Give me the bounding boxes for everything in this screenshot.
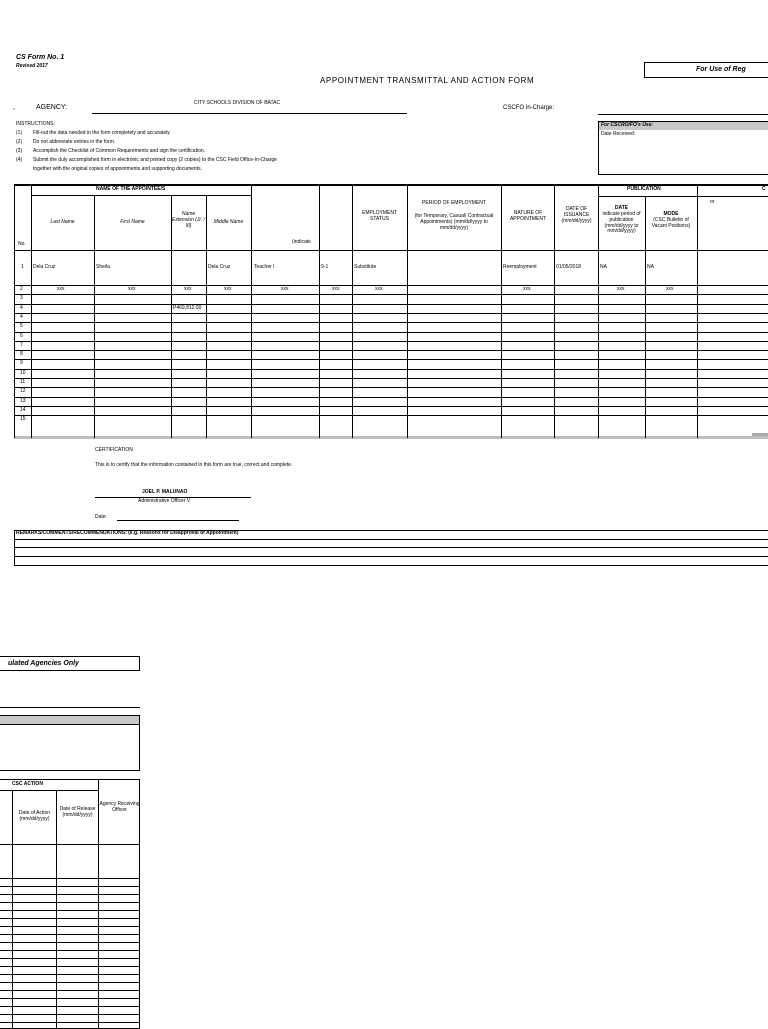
col-line-4 <box>206 195 207 438</box>
row-line <box>14 341 768 342</box>
row-number: 8 <box>20 351 23 358</box>
remarks-line-1 <box>14 539 768 540</box>
col-period-note: (for Temporary, Casual/ Contractual Appointments) (mm/dd/yyyy to mm/dd/yyyy) <box>414 213 494 231</box>
col-line-13 <box>697 184 698 438</box>
row-number: 9 <box>20 360 23 367</box>
pub-mode-title: MODE <box>663 211 679 217</box>
row-line <box>14 313 768 314</box>
cscro-date-received: Date Received: <box>601 131 636 137</box>
instruction-text-3: Accomplish the Checklist of Common Requirements and sign the certification. <box>33 148 206 154</box>
col-line-5 <box>251 184 252 438</box>
col-last-name: Last Name <box>50 219 75 225</box>
csc-action-line <box>0 790 98 791</box>
form-revised: Revised 2017 <box>16 63 48 69</box>
csc-row-line <box>0 878 140 879</box>
col-period-title: PERIOD OF EMPLOYMENT <box>422 200 486 206</box>
col-line-8 <box>407 184 408 438</box>
instruction-num-2: (2) <box>16 139 23 145</box>
csc-row-line <box>0 934 140 935</box>
signatory-name: JOEL P. MALUNAO <box>142 489 188 495</box>
row-number: 7 <box>20 341 23 348</box>
csc-header-bottom <box>0 844 140 845</box>
row-line <box>14 350 768 351</box>
col-date-of-action: Date of Action (mm/dd/yyyy) <box>18 810 51 822</box>
agency-underline <box>92 113 407 114</box>
col-position-note: (indicate <box>292 239 311 245</box>
csc-row-line <box>0 894 140 895</box>
xxx-nature: xxx <box>523 286 531 292</box>
xxx-grade: xxx <box>332 286 340 292</box>
col-nature: NATURE OF APPOINTMENT <box>509 210 547 222</box>
row-number: 13 <box>20 397 26 404</box>
instruction-num-1: (1) <box>16 130 23 136</box>
cscfo-label: CSCFO In-Charge: <box>503 105 555 111</box>
instruction-num-4: (4) <box>16 157 23 163</box>
csc-row-line <box>0 1022 140 1023</box>
row1-last-name: Dela Cruz <box>33 264 56 270</box>
col-line-12 <box>645 196 646 438</box>
remarks-line-2 <box>14 547 768 548</box>
csc-col-line-3 <box>98 779 99 1029</box>
table-edge-mark <box>752 433 768 436</box>
col-line-0 <box>14 184 15 438</box>
row-number: 12 <box>20 388 26 395</box>
remarks-line-3 <box>14 556 768 557</box>
pub-date-title: DATE <box>614 205 629 211</box>
row1-position: Teacher I <box>254 264 275 270</box>
row1-status: Substitute <box>354 264 377 270</box>
signatory-designation: Administrative Officer V <box>138 498 191 504</box>
row-number: 4 <box>20 313 23 320</box>
row1-pub-date: NA <box>600 264 607 270</box>
row-number: 10 <box>20 369 26 376</box>
row-number: 3 <box>20 295 23 302</box>
csc-row-line <box>0 1014 140 1015</box>
row-number: 14 <box>20 406 26 413</box>
remarks-label: REMARKS/COMMENTS/RECOMMENDATIONS: (e.g. Reasons for Disapproval of Appointment) <box>16 530 239 536</box>
xxx-last: xxx <box>57 286 65 292</box>
col-agency-receiving: Agency Receiving Officer <box>99 801 140 813</box>
csc-row-line <box>0 958 140 959</box>
csc-row-line <box>0 942 140 943</box>
xxx-ext: xxx <box>184 286 192 292</box>
row1-grade: 9-1 <box>321 264 329 270</box>
instruction-continuation: together with the original copies of appointments and supporting documents. <box>33 166 202 172</box>
col-first-name: First Name <box>120 219 145 225</box>
csc-row-line <box>0 982 140 983</box>
csc-action-header: CSC ACTION <box>12 781 43 787</box>
for-use-label: For Use of Reg <box>696 66 746 73</box>
table-bottom-shade <box>14 436 768 439</box>
row-line <box>14 406 768 407</box>
xxx-first: xxx <box>128 286 136 292</box>
row-number: 5 <box>20 323 23 330</box>
row1-first-name: Sheila <box>96 264 110 270</box>
publication-header: PUBLICATION <box>627 186 661 192</box>
instruction-num-3: (3) <box>16 148 23 154</box>
row1-middle-name: Dela Cruz <box>208 264 231 270</box>
csc-row-line <box>0 1006 140 1007</box>
csc-row-line <box>0 950 140 951</box>
col-c-header: C <box>762 186 766 192</box>
row-line <box>14 378 768 379</box>
instructions-heading: INSTRUCTIONS: <box>16 121 55 127</box>
csc-row-line <box>0 910 140 911</box>
xxx-pub-mode: xxx <box>666 286 674 292</box>
row-number: 6 <box>20 332 23 339</box>
col-middle-name: Middle Name <box>213 219 244 225</box>
pub-date-note: indicate period of publication (mm/dd/yyyy to mm/dd/yyyy) <box>602 211 641 235</box>
csc-row-line <box>0 926 140 927</box>
row-number: 2 <box>20 286 23 292</box>
row-line <box>14 387 768 388</box>
instruction-text-1: Fill-out the data needed in the form completely and accurately. <box>33 130 171 136</box>
csc-row-line <box>0 966 140 967</box>
col-line-7 <box>352 184 353 438</box>
regulated-label: ulated Agencies Only <box>8 660 79 667</box>
col-no: No. <box>18 241 26 247</box>
col-line-6 <box>319 184 320 438</box>
xxx-middle: xxx <box>224 286 232 292</box>
row1-issuance: 01/05/2018 <box>556 264 582 270</box>
row-line <box>14 294 768 295</box>
csc-row-line <box>0 974 140 975</box>
instruction-text-4: Submit the duly accomplished form in electronic and printed copy (2 copies) to the CSC Field Office-In-Charge <box>33 157 277 163</box>
col-line-2 <box>94 195 95 438</box>
row1-nature: Reemployment <box>503 264 537 270</box>
salary-value: P469,812.00 <box>173 305 202 311</box>
xxx-status: xxx <box>375 286 383 292</box>
col-date-of-release: Date of Release (mm/dd/yyyy) <box>59 806 96 818</box>
csc-row-line <box>0 998 140 999</box>
csc-row-line <box>0 918 140 919</box>
row-line <box>14 359 768 360</box>
agency-bullet: , <box>13 104 15 111</box>
col-line-10 <box>554 184 555 438</box>
form-number: CS Form No. 1 <box>16 54 65 61</box>
csc-row-line <box>0 902 140 903</box>
agency-value: CITY SCHOOLS DIVISION OF BATAC <box>194 100 281 106</box>
xxx-position: xxx <box>281 286 289 292</box>
col-name-extension: Name Extension (Jr. / III) <box>171 211 206 229</box>
row-line <box>14 369 768 370</box>
col-employment-status: EMPLOYMENT STATUS <box>361 210 397 222</box>
row-line <box>14 322 768 323</box>
certification-text: This is to certify that the information contained in this form are true, correct and complete. <box>95 462 293 468</box>
certification-heading: CERTIFICATION <box>95 447 133 453</box>
cscro-header: For CSCRO/FO's Use: <box>601 122 654 128</box>
agency-label: AGENCY: <box>36 104 68 111</box>
row-line <box>14 332 768 333</box>
csc-row-line <box>0 990 140 991</box>
xxx-pub-date: xxx <box>617 286 625 292</box>
publication-header-line <box>598 196 768 197</box>
form-title: APPOINTMENT TRANSMITTAL AND ACTION FORM <box>320 76 535 85</box>
csc-row-line <box>0 886 140 887</box>
row1-pub-mode: NA <box>647 264 654 270</box>
row-line <box>14 304 768 305</box>
lower-line <box>0 707 140 708</box>
col-or-header: or <box>710 199 715 205</box>
name-header-line <box>31 195 251 196</box>
row-line <box>14 397 768 398</box>
date-underline <box>117 520 239 521</box>
instruction-text-2: Do not abbreviate entries in the form. <box>33 139 116 145</box>
pub-mode-note: (CSC Bulletin of Vacant Positions) <box>651 217 691 229</box>
row-number: 11 <box>20 379 26 385</box>
row1-no: 1 <box>21 264 24 270</box>
row-line <box>14 415 768 416</box>
col-date-issuance: DATE OF ISSUANCE (mm/dd/yyyy) <box>561 206 592 224</box>
name-header: NAME OF THE APPOINTEE/S <box>96 186 166 192</box>
header-bottom-line <box>14 250 768 251</box>
cscfo-underline <box>598 114 768 115</box>
lower-box-header <box>0 716 139 725</box>
row-number: 4 <box>20 304 23 311</box>
col-line-3 <box>171 195 172 438</box>
date-label: Date: <box>95 514 107 520</box>
row-number: 15 <box>20 416 26 423</box>
